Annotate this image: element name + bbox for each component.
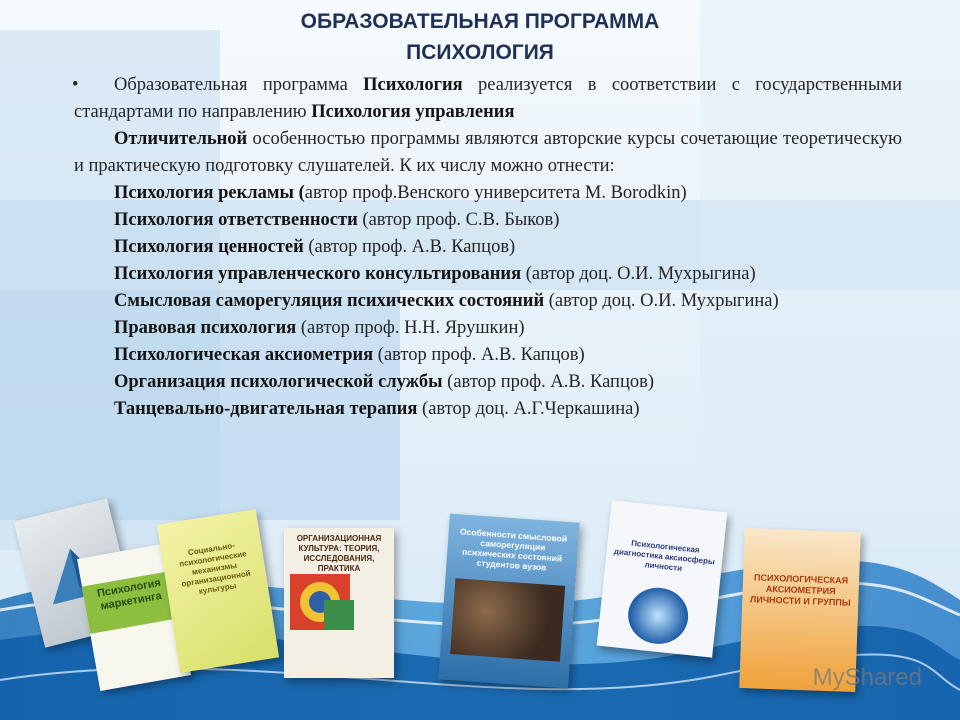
- course-item: Танцевально-двигательная терапия (автор доц. А.Г.Черкашина): [114, 399, 640, 419]
- slide-content: [74, 72, 902, 423]
- course-item: Психология управленческого консультирования (автор доц. О.И. Мухрыгина): [114, 264, 756, 284]
- course-item: Смысловая саморегуляция психических состояний (автор доц. О.И. Мухрыгина): [114, 291, 779, 311]
- book-cover-4: [284, 528, 394, 678]
- book-title-2: Психология маркетинга: [96, 576, 163, 613]
- book-title-5: Особенности смысловой саморегуляции психических состояний студентов вузов: [459, 526, 568, 573]
- book-title-3: Социально-психологические механизмы организационной культуры: [178, 540, 252, 596]
- course-item: Психология ответственности (автор проф. С.В. Быков): [114, 210, 560, 230]
- book-cover-6: [597, 500, 728, 657]
- watermark: MyShared: [812, 664, 922, 691]
- intro-paragraph: • Образовательная программа Психология реализуется в соответствии с государственными стандартами по направлению Психология управления: [74, 72, 902, 126]
- book-title-4: ОРГАНИЗАЦИОННАЯ КУЛЬТУРА: ТЕОРИЯ, ИССЛЕДОВАНИЯ, ПРАКТИКА: [296, 534, 382, 573]
- book-title-6: Психологическая диагностика аксиосферы личности: [613, 538, 716, 574]
- course-item: Правовая психология (автор проф. Н.Н. Ярушкин): [114, 318, 525, 338]
- course-item: Организация психологической службы (автор проф. А.В. Капцов): [114, 372, 655, 392]
- features-paragraph: Отличительной особенностью программы являются авторские курсы сочетающие теоретическую и практическую подготовку слушателей. К их числу можно отнести:: [74, 129, 902, 176]
- course-item: Психология ценностей (автор проф. А.В. Капцов): [114, 237, 516, 257]
- book-title-7: ПСИХОЛОГИЧЕСКАЯ АКСИОМЕТРИЯ ЛИЧНОСТИ И ГРУППЫ: [749, 572, 851, 608]
- slide-subtitle: ПСИХОЛОГИЯ: [406, 41, 554, 64]
- book-cover-5: [438, 514, 579, 689]
- course-item: Психологическая аксиометрия (автор проф. А.В. Капцов): [114, 345, 585, 365]
- bullet-icon: •: [72, 75, 79, 95]
- slide-title: ОБРАЗОВАТЕЛЬНАЯ ПРОГРАММА: [300, 10, 660, 33]
- abstract-art-icon: [284, 570, 394, 670]
- course-item: Психология рекламы (автор проф.Венского университета M. Borodkin): [114, 183, 687, 203]
